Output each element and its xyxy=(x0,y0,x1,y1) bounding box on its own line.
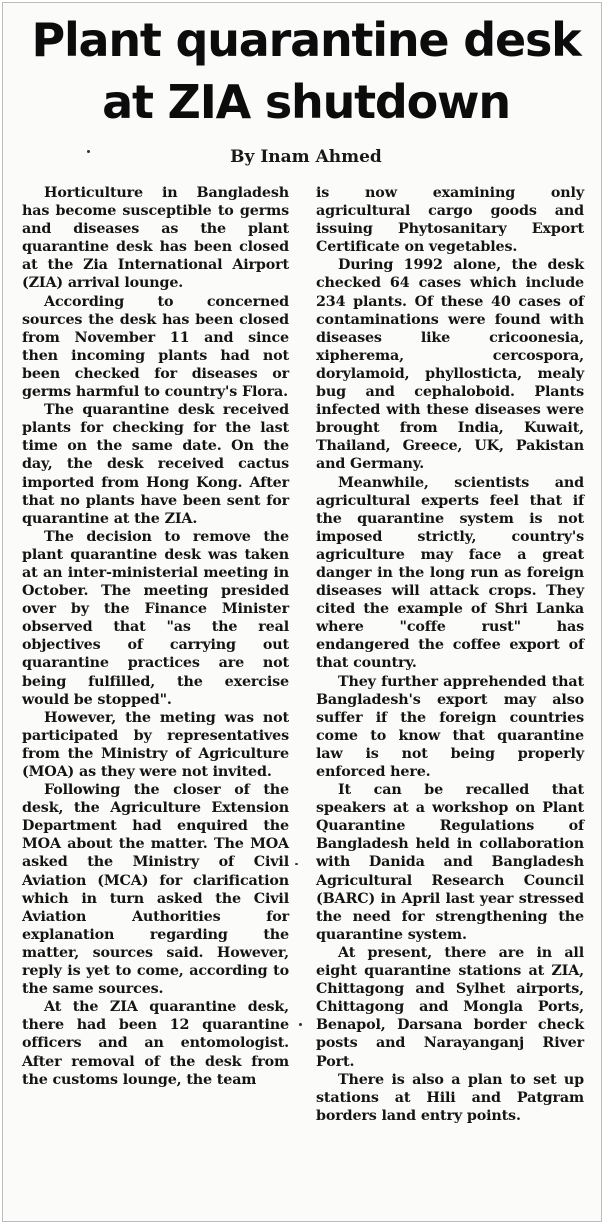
paragraph: They further apprehended that Bangladesh's export may also suffer if the foreign countries come to know that quarantine law is not being properly enforced here. xyxy=(316,673,584,780)
headline xyxy=(3,9,606,133)
paragraph-continued: is now examining only agricultural cargo goods and issuing Phytosanitary Export Certificate on vegetables. xyxy=(316,185,584,256)
paragraph: There is also a plan to set up stations at Hili and Patgram borders land entry points. xyxy=(316,1071,584,1124)
paragraph: It can be recalled that speakers at a workshop on Plant Quarantine Regulations of Bangladesh held in collaboration with Danida and Bangladesh Agricultural Research Council (BARC) in April last year stressed the need for strengthening the quarantine system. xyxy=(316,782,584,943)
paragraph: At present, there are in all eight quarantine stations at ZIA, Chittagong and Sylhet airports, Chittagong and Mongla Ports, Benapol, Darsana border check posts and Narayanganj River Port. xyxy=(316,944,584,1070)
newspaper-clipping xyxy=(2,2,602,1222)
paragraph: The decision to remove the plant quarantine desk was taken at an inter-ministerial meeting in October. The meeting presided over by the Finance Minister observed that "as the real objectives of carrying out quarantine practices are not being fulfilled, the exercise would be stopped". xyxy=(22,528,289,708)
left-column xyxy=(22,184,289,1089)
right-column xyxy=(316,184,584,1125)
paragraph: At the ZIA quarantine desk, there had been 12 quarantine officers and an entomologist. After removal of the desk from the customs lounge, the team xyxy=(22,999,289,1088)
paragraph: However, the meting was not participated by representatives from the Ministry of Agriculture (MOA) as they were not invited. xyxy=(22,709,289,780)
paragraph: The quarantine desk received plants for checking for the last time on the same date. On the day, the desk received cactus imported from Hong Kong. After that no plants have been sent for quarantine at the ZIA. xyxy=(22,402,289,527)
paragraph: Horticulture in Bangladesh has become susceptible to germs and diseases as the plant quarantine desk has been closed at the Zia International Airport (ZIA) arrival lounge. xyxy=(22,185,289,292)
print-speck xyxy=(299,1023,302,1026)
paragraph: Following the closer of the desk, the Agriculture Extension Department had enquired the MOA about the matter. The MOA asked the Ministry of Civil Aviation (MCA) for clarification which in turn asked the Civil Aviation Authorities for explanation regarding the matter, sources said. However, reply is yet to come, according to the same sources. xyxy=(22,782,289,998)
headline-line-1: Plant quarantine desk xyxy=(31,13,581,67)
paragraph: According to concerned sources the desk has been closed from November 11 and since then incoming plants had not been checked for diseases or germs harmful to country's Flora. xyxy=(22,293,289,401)
print-speck xyxy=(87,150,90,153)
paragraph: Meanwhile, scientists and agricultural experts feel that if the quarantine system is not imposed strictly, country's agriculture may face a great danger in the long run as foreign diseases will attack crops. They cited the example of Shri Lanka where "coffe rust" has endangered the coffee export of that country. xyxy=(316,474,584,672)
paragraph: During 1992 alone, the desk checked 64 cases which include 234 plants. Of these 40 cases of contaminations were found with diseases like cricoonesia, xipherema, cercospora, dorylamoid, phyllosticta, mealy bug and cephaloboid. Plants infected with these diseases were brought from India, Kuwait, Thailand, Greece, UK, Pakistan and Germany. xyxy=(316,257,584,473)
print-speck xyxy=(295,863,298,865)
byline: By Inam Ahmed xyxy=(230,147,382,167)
headline-line-2: at ZIA shutdown xyxy=(102,75,510,129)
